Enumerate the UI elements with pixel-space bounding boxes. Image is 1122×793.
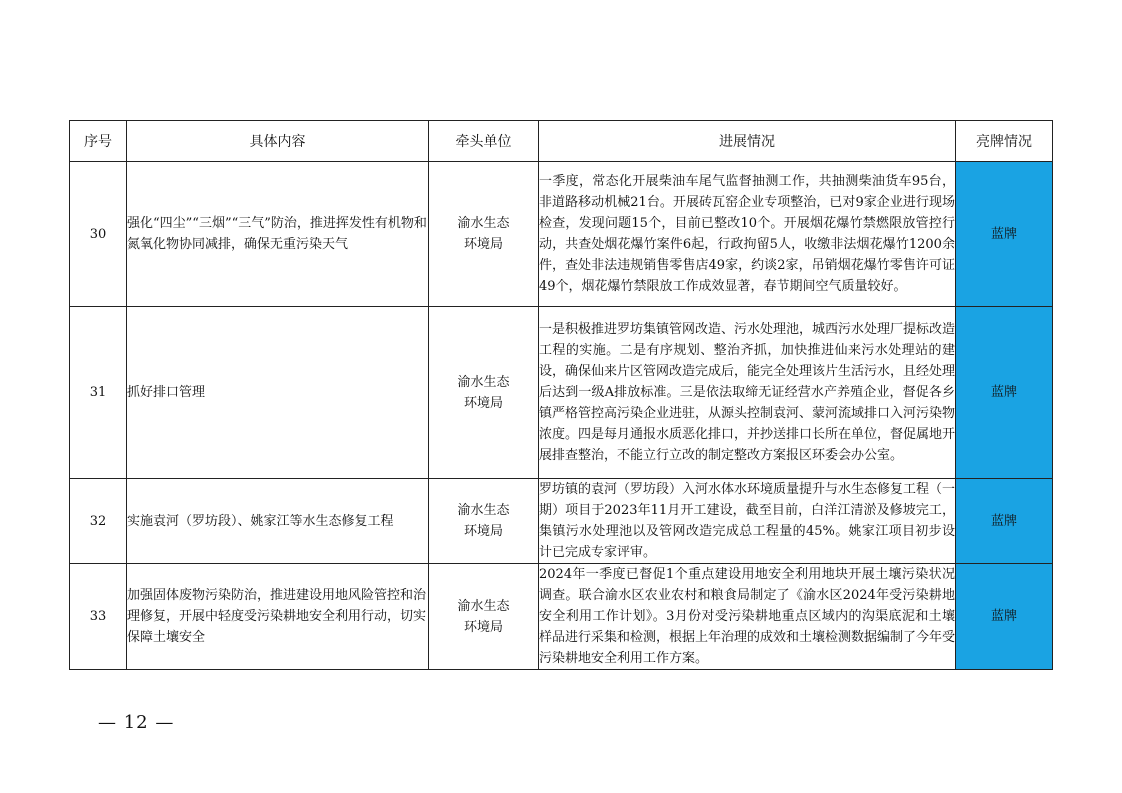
row-status-badge: 蓝牌 bbox=[956, 307, 1053, 479]
row-content: 加强固体废物污染防治，推进建设用地风险管控和治理修复，开展中轻度受污染耕地安全利用行动，切实保障土壤安全 bbox=[127, 564, 429, 670]
row-number: 33 bbox=[70, 564, 127, 670]
header-lead: 牵头单位 bbox=[429, 121, 539, 162]
row-lead-unit bbox=[429, 307, 539, 479]
row-number: 31 bbox=[70, 307, 127, 479]
row-status-badge: 蓝牌 bbox=[956, 162, 1053, 307]
lead-unit-line2: 环境局 bbox=[463, 237, 503, 252]
row-number: 32 bbox=[70, 479, 127, 564]
lead-unit-line1: 渝水生态 bbox=[457, 216, 510, 231]
table-row bbox=[70, 564, 1053, 670]
table-row bbox=[70, 479, 1053, 564]
header-no: 序号 bbox=[70, 121, 127, 162]
lead-unit-line1: 渝水生态 bbox=[457, 374, 510, 390]
row-number: 30 bbox=[70, 162, 127, 307]
lead-unit-line2: 环境局 bbox=[463, 395, 503, 411]
report-table bbox=[69, 120, 1053, 670]
header-progress: 进展情况 bbox=[539, 121, 956, 162]
row-progress: 罗坊镇的袁河（罗坊段）入河水体水环境质量提升与水生态修复工程（一期）项目于2023年11月开工建设，截至目前，白洋江清淤及修坡完工，集镇污水处理池以及管网改造完成总工程量的45%。姚家江项目初步设计已完成专家评审。 bbox=[539, 479, 956, 564]
row-progress: 2024年一季度已督促1个重点建设用地安全利用地块开展土壤污染状况调查。联合渝水区农业农村和粮食局制定了《渝水区2024年受污染耕地安全利用工作计划》。3月份对受污染耕地重点区域内的沟渠底泥和土壤样品进行采集和检测，根据上年治理的成效和土壤检测数据编制了今年受污染耕地安全利用工作方案。 bbox=[539, 564, 956, 670]
page-number: — 12 — bbox=[98, 712, 175, 733]
row-status-badge: 蓝牌 bbox=[956, 564, 1053, 670]
row-lead-unit bbox=[429, 162, 539, 307]
table-row bbox=[70, 307, 1053, 479]
table-row bbox=[70, 162, 1053, 307]
row-progress: 一季度，常态化开展柴油车尾气监督抽测工作，共抽测柴油货车95台，非道路移动机械21台。开展砖瓦窑企业专项整治，已对9家企业进行现场检查，发现问题15个，目前已整改10个。开展烟花爆竹禁燃限放管控行动，共查处烟花爆竹案件6起，行政拘留5人，收缴非法烟花爆竹1200余件，查处非法违规销售零售店49家，约谈2家，吊销烟花爆竹零售许可证49个，烟花爆竹禁限放工作成效显著，春节期间空气质量较好。 bbox=[539, 162, 956, 307]
row-lead-unit bbox=[429, 564, 539, 670]
row-content: 抓好排口管理 bbox=[127, 307, 429, 479]
row-lead-unit bbox=[429, 479, 539, 564]
row-content: 实施袁河（罗坊段）、姚家江等水生态修复工程 bbox=[127, 479, 429, 564]
lead-unit-line1: 渝水生态 bbox=[457, 503, 510, 518]
lead-unit-line1: 渝水生态 bbox=[457, 598, 510, 614]
row-progress: 一是积极推进罗坊集镇管网改造、污水处理池，城西污水处理厂提标改造工程的实施。二是有序规划、整治齐抓，加快推进仙来污水处理站的建设，确保仙来片区管网改造完成后，能完全处理该片生活污水，且经处理后达到一级A排放标准。三是依法取缔无证经营水产养殖企业，督促各乡镇严格管控高污染企业进驻，从源头控制袁河、蒙河流域排口入河污染物浓度。四是每月通报水质恶化排口，并抄送排口长所在单位，督促属地开展排查整治，不能立行立改的制定整改方案报区环委会办公室。 bbox=[539, 307, 956, 479]
lead-unit-line2: 环境局 bbox=[463, 524, 503, 539]
table-header-row bbox=[70, 121, 1053, 162]
lead-unit-line2: 环境局 bbox=[463, 619, 503, 635]
row-content: 强化“四尘”“三烟”“三气”防治，推进挥发性有机物和氮氧化物协同减排，确保无重污染天气 bbox=[127, 162, 429, 307]
header-content: 具体内容 bbox=[127, 121, 429, 162]
row-status-badge: 蓝牌 bbox=[956, 479, 1053, 564]
header-status: 亮牌情况 bbox=[956, 121, 1053, 162]
